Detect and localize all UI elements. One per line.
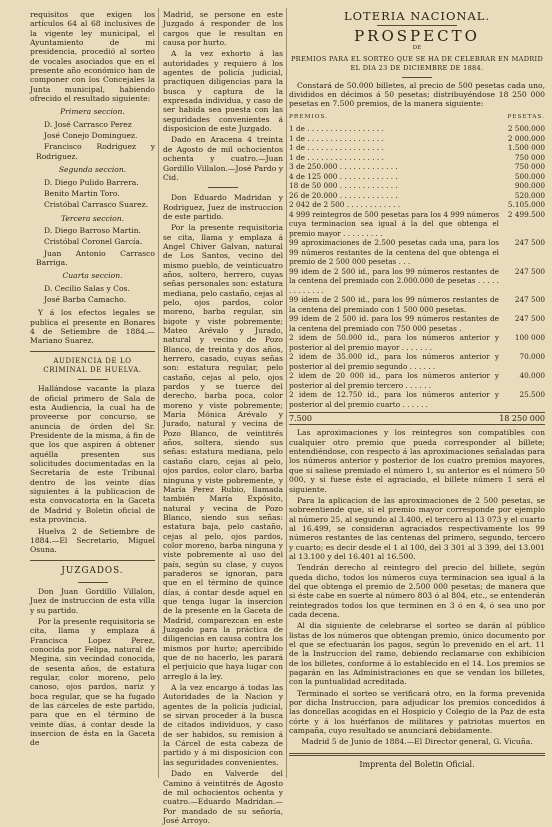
prize-amount: 500.000 [514,171,545,181]
short-divider [78,582,108,583]
prize-total-row [289,412,545,425]
requisitoria-2-dated: Dado en Valverde del Camino á veintitrés de Agosto de mil ochocientos ochenta y cuatro.—Eduardo Madridan.—Por mandado de su señoría, José Arroyo. [163,769,283,825]
loteria-note-4: Al dia siguiente de celebrarse el sorteo se darán al público listas de los números que obtengan premio, único documento por el que se efectuarán los pagos, según lo prevenido en el art. 11 de la Instruccion del ramo, debiendo reclamarse con exhibicion de los billetes, conforme á lo establecido en el 14. Los premios se pagarán en las Administraciones en que se vendan los billetes, con la puntualidad acreditada. [289,621,545,687]
requisitoria-exhort: A la vez exhorto á las autoridades y requiero á los agentes de policía judicial, practiquen diligencias para la busca y captura de la expresada individua, y caso de ser habida sea puesta con las seguridades convenientes á disposicion de este Juzgado. [163,49,283,134]
bonares-closing: Y á los efectos legales se publica el presente en Bonares 4 de Setiembre de 1884.—Mariano Suarez. [30,308,155,346]
pesetas-label: PESETAS. [507,113,545,120]
loteria-sign: Madrid 5 de Junio de 1884.—El Director general, G. Vicuña. [301,737,533,747]
vocal-name: Cristóbal Coronel García. [44,237,143,247]
column-middle [163,10,283,827]
prize-row [289,371,545,390]
prize-amount: 247 500 [514,314,545,324]
audiencia-heading: AUDIENCIA DE LO CRIMINAL DE HUELVA. [43,356,142,374]
requisitoria-2-body: Por la presente requisitoria se cita, llama y emplaza á Angel Chiver Galvan, natural de Los Santos, vecino del mismo pueblo, de veinticuatro años, soltero, herrero, cuyas señas personales son: estatura mediana, pelo castaño, cejas al pelo, ojos pardos, color moreno, barba regular, sin bigote y viste pobremente; Mateo Arévalo y Jurado, natural y vecino de Pozo Blanco, de treinta y dos años, herrero, casado, cuyas señas son: estatura regular, pelo castaño, cejas al pelo, ojos pardos y se tuerce del derecho, barba poca, color moreno y viste pobremente; María Mónica Arévalo y Jurado, natural y vecina de Pozo Blanco, de veintitrés años, soltera, siendo sus señas: estatura mediana, pelo castaño claro, cejas al pelo, ojos pardos, color claro, barba ninguna y viste pobremente, y María Perez Rubio, llamada también María Expósito, natural y vecina de Pozo Blanco, siendo sus señas: estatura baja, pelo castaño, cejas al pelo, ojos pardos, color moreno, barba ninguna y viste pobremente al uso del país, según su clase, y cuyos paraderos se ignoran, para que en el término de quince días, á contar desde aquel en que tenga lugar la insercion de la presente en la Gaceta de Madrid, comparezcan en este Juzgado para la práctica de diligencias en causa contra los mismos por hurto; apercibido que de no hacerlo, les parará el perjuicio que haya lugar con arreglo á la ley. [163,223,283,681]
prize-description: 2 idem de 12.750 id., para los números anterior y posterior al del premio cuarto . . . . . . [289,390,499,409]
prize-row [289,124,545,134]
de-label: DE [412,44,422,51]
prize-row [289,143,545,153]
prize-description: 99 idem de 2 500 id., para los 99 números restantes de la centena del premiado con 2.000.000 de pesetas . . . . . . . . . . . . . [289,266,499,295]
requisitoria-2-header: Don Eduardo Madridan y Rodriguez, Juez de instruccion de este partido. [163,193,283,221]
prize-description: 4 999 reintegros de 500 pesetas para los 4 999 números cuya terminacion sea igual á la del que obtenga el premio mayor . . . . . . . . . [289,209,499,238]
prize-row [289,191,545,201]
prize-row [289,352,545,371]
loteria-intro: Constará de 50.000 billetes, al precio de 500 pesetas cada uno, divididos en décimos á 50 pesetas; distribuyéndose 18 250 000 pesetas en 7.500 premios, de la manera siguiente: [289,80,545,109]
divider [30,560,155,561]
vocal-name: D. José Carrasco Perez [44,119,132,129]
prize-row [289,134,545,144]
section-4 [30,271,155,304]
short-divider [402,77,432,78]
prize-amount: 100 000 [514,333,545,343]
vocal-name: Juan Antonio Carrasco Barriga. [36,248,155,267]
prize-amount: 2 000.000 [507,133,545,143]
short-divider [208,187,238,188]
prize-row [289,200,545,210]
juzgados-heading: JUZGADOS. [61,565,124,576]
prize-amount: 520.000 [514,190,545,200]
vocal-name: D. Diego Barroso Martin. [44,225,142,235]
column-right [289,10,545,769]
premios-label: PREMIOS. [289,113,329,120]
divider [30,351,155,352]
imprenta-footer: Imprenta del Boletin Oficial. [359,759,475,769]
section-title: Cuarta seccion. [62,271,123,281]
prize-description: 2 idem de 50.000 id., para los números anterior y posterior al del premio mayor . . . . . . . [289,333,499,352]
vocal-name: José Conejo Dominguez. [44,131,138,141]
section-1 [30,107,155,161]
vocal-name: Benito Martin Toro. [44,188,120,198]
prize-description: 2 idem de 20 000 id., para los números anterior y posterior al del premio tercero . . . . . . [289,371,499,390]
prize-row [289,172,545,182]
vocal-name: D. Diego Pulido Barrera. [44,177,139,187]
requisitoria-continued: Madrid, se persone en este Juzgado á responder de los cargos que le resultan en causa por hurto. [163,10,283,48]
prize-description: 99 idem de 2 500 id., para los 99 números restantes de la centena del premiado con 1 500 000 pesetas. [289,295,499,314]
prize-amount: 750 000 [514,162,545,172]
section-title: Tercera seccion. [60,213,125,223]
total-pesetas: 18 250 000 [499,414,545,424]
column-left [30,10,155,750]
prize-description: 1 de . . . . . . . . . . . . . . . . . [289,133,384,143]
prize-description: 2 idem de 35.000 id., para los números anterior y posterior al del premio segundo . . . . . . [289,352,499,371]
sorteo-subtitle: PREMIOS PARA EL SORTEO QUE SE HA DE CELEBRAR EN MADRID EL DIA 23 DE DICIEMBRE DE 1884. [290,55,544,73]
short-divider [78,379,108,380]
prize-description: 4 de 125 000 . . . . . . . . . . . . . [289,171,398,181]
column-divider [286,8,287,778]
short-divider [377,25,457,26]
column-divider [158,8,159,778]
requisitoria-dated: Dado en Aracena 4 treinta de Agosto de mil ochocientos ochenta y cuatro.—Juan Gordillo Villalon.—José Pardo y Cid. [163,135,283,182]
bonares-intro: requisitos que exigen los artículos 64 al 68 inclusives de la vigente ley municipal, el Ayuntamiento de mi presidencia, procedió al sorteo de vocales asociados que en el presente año económico han de componer con los Concejales la Junta municipal, habiendo ofrecido el resultado siguiente: [30,10,155,104]
prize-amount: 247 500 [514,238,545,248]
section-3 [30,214,155,268]
prize-amount: 750 000 [514,152,545,162]
prizes-header [289,113,545,122]
total-prizes: 7.500 [289,414,312,424]
prize-description: 1 de . . . . . . . . . . . . . . . . . [289,152,384,162]
prize-description: 18 de 50 000 . . . . . . . . . . . . . [289,181,398,191]
prize-amount: 5.105.000 [507,200,545,210]
section-2 [30,165,155,209]
prize-description: 99 aproximaciones de 2.500 pesetas cada una, para los 99 números restantes de la centena del que obtenga el premio de 2 500 000 pesetas . . . [289,238,499,267]
prize-row [289,314,545,333]
footer-rule [289,753,545,756]
prize-row [289,210,545,239]
prize-amount: 247 500 [514,266,545,276]
prize-amount: 247 500 [514,295,545,305]
prize-amount: 900.000 [514,181,545,191]
loteria-note-2: Para la aplicacion de las aproximaciones de 2 500 pesetas, se sobreentiende que, si el premio mayor corresponde por ejemplo al número 25, al segundo al 3.400, el tercero al 13 073 y el cuarto al 16.499, se consideran agraciados respectivamente los 99 números restantes de las centenas del primero, segundo, tercero y cuarto; es decir desde el 1 al 100, del 3 301 al 3 399, del 13.001 al 13.100 y del 16.401 al 16.500. [289,495,545,561]
requisitoria-2-exhort: A la vez encargo á todas las Autoridades de la Nacion y agentes de la policía judicial, se sirvan proceder á la busca de citados individuos, y caso de ser habidos, su remision á la Cárcel de esta cabeza de partido y á mi disposicion con las seguridades convenientes. [163,683,283,767]
prize-description: 26 de 20.000 . . . . . . . . . . . . . [289,190,398,200]
prize-amount: 1.500 000 [507,143,545,153]
prize-row [289,295,545,314]
prize-row [289,153,545,163]
vocal-name: Cristóbal Carrasco Suarez. [44,200,149,210]
prize-description: 1 de . . . . . . . . . . . . . . . . . [289,124,384,134]
loteria-note-3: Tendrán derecho al reintegro del precio del billete, según queda dicho, todos los números cuya terminacion sea igual á la del que obtenga el premio de 2.500 000 pesetas; de manera que si éste cabe en suerte al número 803 ó al 804, etc., se entenderán reintegrados todos los que terminen en 3 ó en 4, ó sea uno por cada decena. [289,563,545,619]
prize-description: 2 042 de 2 500 . . . . . . . . . . . . [289,200,401,210]
prize-row [289,267,545,296]
audiencia-sign: Huelva 2 de Setiembre de 1884.—El Secretario, Miguel Osuna. [30,526,155,555]
loteria-note-5: Terminado el sorteo se verificará otro, en la forma prevenida por dicha Instruccion, para adjudicar los premios concedidos á las doncellas acogidas en el Hospicio y Colegio de la Paz de esta córte y á los huérfanos de militares y patriotas muertos en campaña, cuyo resultado se anunciará debidamente. [289,688,545,736]
prize-amount: 40.000 [519,371,545,381]
vocal-name: D. Cecilio Salas y Cos. [44,283,130,293]
prospecto-heading: PROSPECTO [354,27,480,46]
juzgados-text-2: Por la presente requisitoria se cita, llama y emplaza á Francisca Lopez Perez, conocida por Felipa, natural de Megina, sin vecindad conocida, de sesenta años, de estatura regular, color moreno, pelo canoso, ojos pardos, nariz y boca regular, que se ha fugado de las cárceles de este partido, para que en el término de veinte días, á contar desde la insercion de ésta en la Gaceta de [30,616,155,748]
prize-description: 99 idem de 2 500 id. para los 99 números restantes de la centena del premiado con 750 000 pesetas . [289,314,499,333]
prize-description: 3 de 250.000 . . . . . . . . . . . . . [289,162,398,172]
prize-amount: 70.000 [519,352,545,362]
prize-row [289,238,545,267]
prize-row [289,333,545,352]
prize-description: 1 de . . . . . . . . . . . . . . . . . [289,143,384,153]
prize-row [289,181,545,191]
prize-row [289,162,545,172]
section-title: Segunda seccion. [58,165,127,175]
juzgados-text: Don Juan Gordillo Villalon, Juez de instruccion de esta villa y su partido. [30,586,155,615]
prize-amount: 2 499.500 [507,209,545,219]
loteria-title: LOTERIA NACIONAL. [343,9,491,23]
prize-amount: 2 500.000 [507,124,545,134]
prize-table [289,124,545,409]
audiencia-text: Hallándose vacante la plaza de oficial primero de Sala de esta Audiencia, la cual ha de proveerse por concurso, se anuncia de órden del Sr. Presidente de la misma, á fin de que los que aspiren á obtener aquélla presenten sus solicitudes documentadas en la Secretaría de este Tribunal dentro de los veinte días siguientes á la publicacion de esta convocatoria en la Gaceta de Madrid y Boletin oficial de esta provincia. [30,384,155,525]
prize-amount: 25.500 [519,390,545,400]
vocal-name: José Barba Camacho. [44,294,127,304]
prize-row [289,390,545,409]
loteria-note-1: Las aproximaciones y los reintegros son compatibles con cualquier otro premio que pueda corresponder al billete; entendiéndose, con respecto á las aproximaciones señaladas para los números anterior y posterior de los cuatro premios mayores, que si saliese premiado el número 1, su anterior es el número 50 000, y si fuese éste el agraciado, el billete número 1 será el siguiente. [289,428,545,494]
vocal-name: Francisco Rodriguez y Rodriguez. [36,142,155,161]
section-title: Primera seccion. [60,107,125,117]
